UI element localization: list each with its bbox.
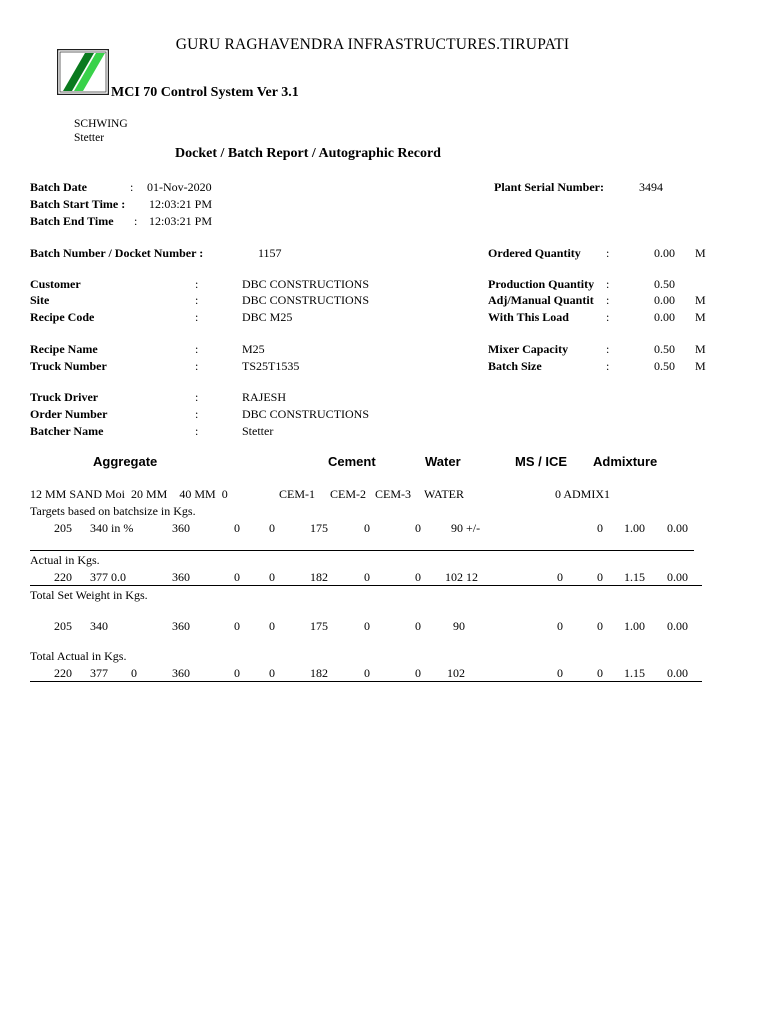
cell: 0 — [131, 666, 137, 680]
col-admix: 0 ADMIX1 — [555, 487, 611, 501]
cell: 340 — [90, 619, 108, 633]
cell: 0 — [364, 666, 370, 680]
batch-date-label: Batch Date — [30, 180, 87, 194]
col-water: WATER — [424, 487, 464, 501]
cell: 1.00 — [624, 521, 645, 535]
cell: 0 — [557, 666, 563, 680]
ordered-quantity-value: 0.00 — [654, 246, 675, 260]
separator: : — [606, 277, 610, 291]
cell: 175 — [310, 521, 328, 535]
cell: 175 — [310, 619, 328, 633]
group-aggregate: Aggregate — [93, 454, 158, 469]
batch-date-value: 01-Nov-2020 — [147, 180, 212, 194]
cell: 0 — [234, 521, 240, 535]
unit: M — [695, 342, 706, 356]
vendor-line: SCHWING — [74, 118, 128, 130]
cell: 360 — [172, 619, 190, 633]
cell: 0 — [269, 570, 275, 584]
separator: : — [195, 310, 199, 324]
separator: : — [195, 424, 199, 438]
order-number-label: Order Number — [30, 407, 108, 421]
truck-driver-value: RAJESH — [242, 390, 287, 404]
cell: 205 — [54, 619, 72, 633]
order-number-value: DBC CONSTRUCTIONS — [242, 407, 370, 421]
cell: 0 — [234, 619, 240, 633]
customer-label: Customer — [30, 277, 81, 291]
cell: 0 — [269, 666, 275, 680]
company-logo-icon — [57, 49, 109, 95]
cell: 0 — [364, 570, 370, 584]
cell: 0 — [597, 619, 603, 633]
batch-end-value: 12:03:21 PM — [149, 214, 213, 228]
cell: 182 — [310, 666, 328, 680]
separator: : — [195, 359, 199, 373]
plant-serial-label: Plant Serial Number: — [494, 180, 604, 194]
cell: 0 — [415, 570, 421, 584]
group-cement: Cement — [328, 454, 376, 469]
cell: 1.15 — [624, 666, 645, 680]
separator: : — [195, 390, 199, 404]
cell: 0 — [364, 619, 370, 633]
with-this-load-value: 0.00 — [654, 310, 675, 324]
cell: 205 — [54, 521, 72, 535]
cell: 0 — [364, 521, 370, 535]
section-total-actual-label: Total Actual in Kgs. — [30, 649, 127, 663]
adj-manual-quantity-value: 0.00 — [654, 293, 675, 307]
production-quantity-value: 0.50 — [654, 277, 675, 291]
cell: 0.00 — [667, 521, 688, 535]
cell: 0 — [557, 570, 563, 584]
batch-size-label: Batch Size — [488, 359, 542, 373]
truck-number-value: TS25T1535 — [242, 359, 300, 373]
divider — [30, 681, 702, 682]
batcher-name-label: Batcher Name — [30, 424, 104, 438]
col-cem-2: CEM-2 — [330, 487, 366, 501]
cell: 0 — [597, 570, 603, 584]
batcher-name-value: Stetter — [242, 424, 274, 438]
truck-number-label: Truck Number — [30, 359, 107, 373]
col-cem-3: CEM-3 — [375, 487, 411, 501]
cell: 377 0.0 — [90, 570, 126, 584]
truck-driver-label: Truck Driver — [30, 390, 99, 404]
cell: 1.00 — [624, 619, 645, 633]
plant-serial-value: 3494 — [639, 180, 663, 194]
cell: 0.00 — [667, 619, 688, 633]
unit: M — [695, 359, 706, 373]
cell: 360 — [172, 570, 190, 584]
cell: 0 — [557, 619, 563, 633]
production-quantity-label: Production Quantity — [488, 277, 595, 291]
group-admixture: Admixture — [593, 454, 658, 469]
cell: 102 — [447, 666, 465, 680]
ordered-quantity-label: Ordered Quantity — [488, 246, 581, 260]
vendor-line: Stetter — [74, 132, 105, 144]
cell: 0 — [269, 521, 275, 535]
cell: 220 — [54, 666, 72, 680]
cell: 0 — [269, 619, 275, 633]
batch-number-value: 1157 — [258, 246, 282, 260]
mixer-capacity-label: Mixer Capacity — [488, 342, 569, 356]
recipe-code-value: DBC M25 — [242, 310, 293, 324]
cell: 182 — [310, 570, 328, 584]
col-cem-1: CEM-1 — [279, 487, 315, 501]
cell: 0 — [415, 521, 421, 535]
batch-size-value: 0.50 — [654, 359, 675, 373]
col-aggregate: 12 MM SAND Moi 20 MM 40 MM 0 — [30, 487, 228, 501]
batch-end-label: Batch End Time — [30, 214, 114, 228]
recipe-name-label: Recipe Name — [30, 342, 98, 356]
with-this-load-label: With This Load — [488, 310, 569, 324]
site-value: DBC CONSTRUCTIONS — [242, 293, 370, 307]
cell: 0 — [597, 666, 603, 680]
recipe-code-label: Recipe Code — [30, 310, 95, 324]
cell: 102 12 — [445, 570, 478, 584]
cell: 1.15 — [624, 570, 645, 584]
cell: 377 — [90, 666, 108, 680]
divider — [30, 550, 694, 551]
unit: M — [695, 310, 706, 324]
system-name: MCI 70 Control System Ver 3.1 — [111, 85, 299, 100]
cell: 220 — [54, 570, 72, 584]
site-label: Site — [30, 293, 50, 307]
divider — [30, 585, 702, 586]
group-ms-ice: MS / ICE — [515, 454, 568, 469]
recipe-name-value: M25 — [242, 342, 265, 356]
section-actual-label: Actual in Kgs. — [30, 553, 100, 567]
company-name: GURU RAGHAVENDRA INFRASTRUCTURES.TIRUPATI — [175, 36, 570, 53]
section-targets-label: Targets based on batchsize in Kgs. — [30, 504, 196, 518]
unit: M — [695, 246, 706, 260]
customer-value: DBC CONSTRUCTIONS — [242, 277, 370, 291]
cell: 0 — [234, 570, 240, 584]
separator: : — [195, 293, 199, 307]
adj-manual-quantity-label: Adj/Manual Quantit — [488, 293, 594, 307]
unit: M — [695, 293, 706, 307]
cell: 0 — [415, 619, 421, 633]
separator: : — [195, 277, 199, 291]
separator: : — [606, 342, 610, 356]
section-total-set-label: Total Set Weight in Kgs. — [30, 588, 148, 602]
cell: 360 — [172, 521, 190, 535]
cell: 90 — [453, 619, 465, 633]
separator: : — [606, 310, 610, 324]
batch-number-label: Batch Number / Docket Number : — [30, 246, 204, 260]
batch-start-value: 12:03:21 PM — [149, 197, 213, 211]
mixer-capacity-value: 0.50 — [654, 342, 675, 356]
separator: : — [130, 180, 134, 194]
report-title: Docket / Batch Report / Autographic Record — [175, 146, 441, 161]
cell: 0 — [597, 521, 603, 535]
cell: 340 in % — [90, 521, 134, 535]
cell: 360 — [172, 666, 190, 680]
separator: : — [606, 293, 610, 307]
group-water: Water — [425, 454, 461, 469]
separator: : — [195, 342, 199, 356]
separator: : — [195, 407, 199, 421]
separator: : — [134, 214, 138, 228]
cell: 0.00 — [667, 570, 688, 584]
cell: 0 — [415, 666, 421, 680]
batch-start-label: Batch Start Time : — [30, 197, 126, 211]
cell: 90 +/- — [451, 521, 481, 535]
separator: : — [606, 359, 610, 373]
separator: : — [606, 246, 610, 260]
cell: 0.00 — [667, 666, 688, 680]
cell: 0 — [234, 666, 240, 680]
